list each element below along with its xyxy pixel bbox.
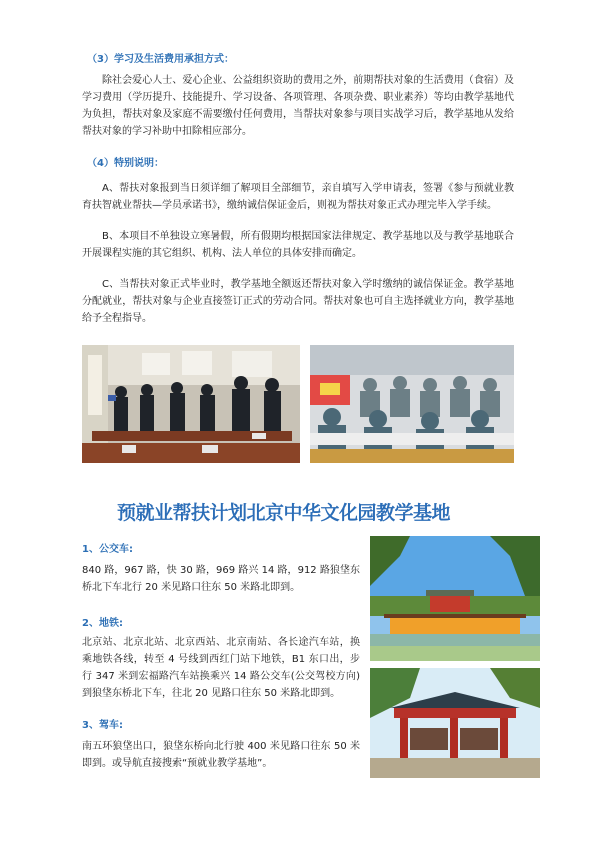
park-lake-photo — [370, 536, 540, 661]
car-text: 南五环狼垡出口，狼垡东桥向北行驶 400 米见路口往东 50 米即到。或导航直接搜索“预就业教学基地”。 — [82, 741, 360, 769]
section4-item-b: B、本项目不单独设立寒暑假，所有假期均根据国家法律规定、教学基地以及与教学基地联合开展课程实施的其它组织、机构、法人单位的具体安排而确定。 — [82, 231, 514, 259]
section4-item-a: A、帮扶对象报到当日须详细了解项目全部细节，亲自填写入学申请表，签署《参与预就业教育扶智就业帮扶—学员承诺书》，缴纳诚信保证金后，则视为帮扶对象正式办理完毕入学手续。 — [82, 183, 514, 211]
subway-text: 北京站、北京北站、北京西站、北京南站、各长途汽车站，换乘地铁各线，转至 4 号线到西红门站下地铁，B1 东口出，步行 347 米到宏福路汽车站换乘兴 14 路公交车(公交驾校方向)到狼垡东桥北下车，往北 20 见路口往东 50 米路北即到。 — [82, 637, 360, 699]
section4-item-c: C、当帮扶对象正式毕业时，教学基地全额返还帮扶对象入学时缴纳的诚信保证金。教学基地分配就业，帮扶对象与企业直接签订正式的劳动合同。帮扶对象也可自主选择就业方向，教学基地给予全程指导。 — [82, 279, 514, 324]
car-heading: 3、驾车: — [82, 720, 123, 731]
bus-text: 840 路，967 路，快 30 路，969 路兴 14 路，912 路狼垡东桥北下车北行 20 米见路口往东 50 米路北即到。 — [82, 565, 360, 593]
subway-heading: 2、地铁: — [82, 618, 123, 629]
section4-heading: （4）特别说明： — [87, 158, 164, 169]
section3-heading: （3）学习及生活费用承担方式： — [87, 54, 234, 65]
classroom-exercise-photo — [82, 345, 300, 463]
camouflage-students-photo — [310, 345, 514, 463]
bus-heading: 1、公交车: — [82, 544, 133, 555]
red-gate-photo — [370, 668, 540, 778]
base-title: 预就业帮扶计划北京中华文化园教学基地 — [117, 502, 451, 524]
section3-paragraph: 除社会爱心人士、爱心企业、公益组织资助的费用之外，前期帮扶对象的生活费用（食宿）及学习费用（学历提升、技能提升、学习设备、各项管理、各项杂费、职业素养）等均由教学基地代为负担，帮扶对象及家庭不需要缴付任何费用，当帮扶对象参与项目实战学习后，教学基地从发给帮扶对象的学习补助中扣除相应部分。 — [82, 75, 514, 137]
